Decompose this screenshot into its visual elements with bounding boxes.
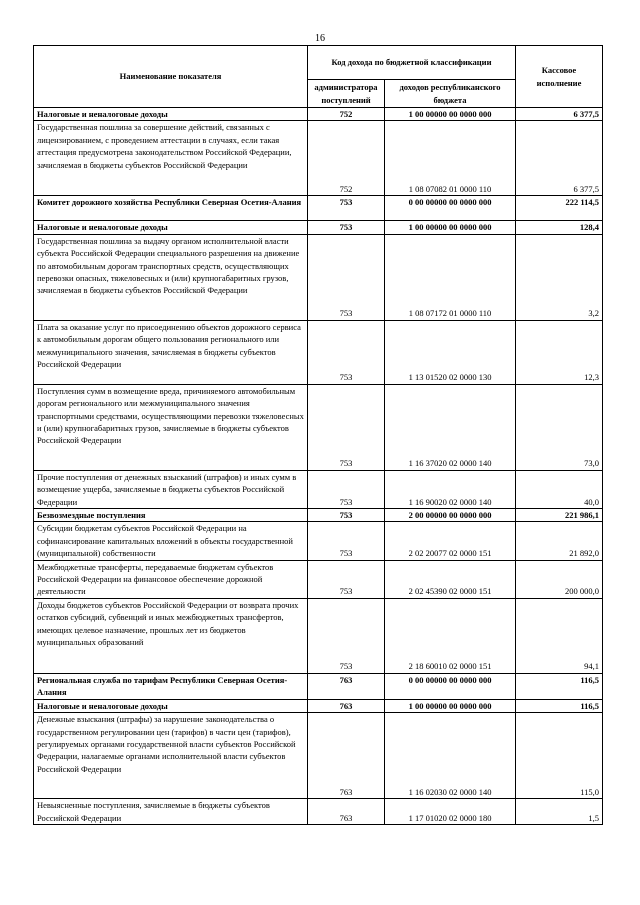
row-amount: 73,0 xyxy=(516,384,603,470)
header-amount: Кассовое исполнение xyxy=(516,46,603,108)
row-name: Доходы бюджетов субъектов Российской Федерации от возврата прочих остатков субсидий, субвенций и иных межбюджетных трансфертов, имеющих целевое назначение, прошлых лет из бюджетов муниципальных образований xyxy=(34,598,308,673)
row-name: Налоговые и неналоговые доходы xyxy=(34,699,308,712)
row-name: Безвозмездные поступления xyxy=(34,509,308,522)
row-amount: 94,1 xyxy=(516,598,603,673)
header-admin: администратора поступлений xyxy=(308,80,385,108)
row-admin-code: 753 xyxy=(308,522,385,560)
table-row xyxy=(34,121,603,196)
row-income-code: 1 08 07082 01 0000 110 xyxy=(385,121,516,196)
row-income-code: 1 17 01020 02 0000 180 xyxy=(385,799,516,825)
table-row xyxy=(34,470,603,508)
budget-table xyxy=(33,45,603,825)
table-body xyxy=(34,108,603,825)
table-header xyxy=(34,46,603,108)
row-income-code: 1 16 37020 02 0000 140 xyxy=(385,384,516,470)
row-amount: 200 000,0 xyxy=(516,560,603,598)
row-amount: 128,4 xyxy=(516,221,603,234)
row-income-code: 2 00 00000 00 0000 000 xyxy=(385,509,516,522)
row-name: Плата за оказание услуг по присоединению объектов дорожного сервиса к автомобильным дорогам общего пользования регионального или межмуниципального значения, зачисляемая в бюджеты субъектов Российской Федерации xyxy=(34,320,308,384)
row-admin-code: 753 xyxy=(308,470,385,508)
row-income-code: 1 16 02030 02 0000 140 xyxy=(385,713,516,799)
row-amount: 40,0 xyxy=(516,470,603,508)
table-row xyxy=(34,108,603,121)
row-income-code: 2 02 45390 02 0000 151 xyxy=(385,560,516,598)
row-admin-code: 752 xyxy=(308,121,385,196)
row-name: Невыясненные поступления, зачисляемые в бюджеты субъектов Российской Федерации xyxy=(34,799,308,825)
row-name: Субсидии бюджетам субъектов Российской Федерации на софинансирование капитальных вложений в объекты государственной (муниципальной) собственности xyxy=(34,522,308,560)
row-name: Государственная пошлина за совершение действий, связанных с лицензированием, с проведением аттестации в случаях, если такая аттестация предусмотрена законодательством Российской Федерации, зачисляемая в бюджеты субъектов Российской Федерации xyxy=(34,121,308,196)
row-amount: 222 114,5 xyxy=(516,196,603,221)
row-admin-code: 753 xyxy=(308,196,385,221)
table-row xyxy=(34,221,603,234)
row-income-code: 1 08 07172 01 0000 110 xyxy=(385,234,516,320)
row-amount: 3,2 xyxy=(516,234,603,320)
row-admin-code: 753 xyxy=(308,509,385,522)
table-row xyxy=(34,673,603,699)
row-income-code: 1 13 01520 02 0000 130 xyxy=(385,320,516,384)
row-income-code: 2 02 20077 02 0000 151 xyxy=(385,522,516,560)
row-amount: 1,5 xyxy=(516,799,603,825)
row-admin-code: 753 xyxy=(308,560,385,598)
row-amount: 6 377,5 xyxy=(516,108,603,121)
row-amount: 116,5 xyxy=(516,673,603,699)
row-admin-code: 763 xyxy=(308,799,385,825)
table-row xyxy=(34,522,603,560)
row-amount: 116,5 xyxy=(516,699,603,712)
row-income-code: 2 18 60010 02 0000 151 xyxy=(385,598,516,673)
row-amount: 221 986,1 xyxy=(516,509,603,522)
header-code-group: Код дохода по бюджетной классификации xyxy=(308,46,516,80)
row-admin-code: 763 xyxy=(308,699,385,712)
row-name: Межбюджетные трансферты, передаваемые бюджетам субъектов Российской Федерации на финансовое обеспечение дорожной деятельности xyxy=(34,560,308,598)
header-name: Наименование показателя xyxy=(34,46,308,108)
row-amount: 6 377,5 xyxy=(516,121,603,196)
table-row xyxy=(34,509,603,522)
row-admin-code: 753 xyxy=(308,598,385,673)
row-name: Денежные взыскания (штрафы) за нарушение законодательства о государственном регулировании цен (тарифов) в части цен (тарифов), регулируемых органами государственной власти субъектов Российской Федерации, налагаемые органами исполнительной власти субъектов Российской Федерации xyxy=(34,713,308,799)
row-admin-code: 753 xyxy=(308,384,385,470)
row-admin-code: 753 xyxy=(308,234,385,320)
row-admin-code: 753 xyxy=(308,320,385,384)
row-admin-code: 763 xyxy=(308,713,385,799)
row-name: Прочие поступления от денежных взысканий (штрафов) и иных сумм в возмещение ущерба, зачисляемые в бюджеты субъектов Российской Федерации xyxy=(34,470,308,508)
row-income-code: 0 00 00000 00 0000 000 xyxy=(385,196,516,221)
table-row xyxy=(34,234,603,320)
table-row xyxy=(34,320,603,384)
row-income-code: 1 00 00000 00 0000 000 xyxy=(385,221,516,234)
row-name: Поступления сумм в возмещение вреда, причиняемого автомобильным дорогам регионального или межмуниципального значения транспортными средствами, осуществляющими перевозки тяжеловесных и (или) крупногабаритных грузов, зачисляемые в бюджеты субъектов Российской Федерации xyxy=(34,384,308,470)
row-amount: 12,3 xyxy=(516,320,603,384)
table-row xyxy=(34,799,603,825)
row-income-code: 1 00 00000 00 0000 000 xyxy=(385,699,516,712)
header-income: доходов республиканского бюджета xyxy=(385,80,516,108)
row-income-code: 1 16 90020 02 0000 140 xyxy=(385,470,516,508)
row-admin-code: 753 xyxy=(308,221,385,234)
table-row xyxy=(34,699,603,712)
row-name: Региональная служба по тарифам Республики Северная Осетия-Алания xyxy=(34,673,308,699)
row-admin-code: 752 xyxy=(308,108,385,121)
table-row xyxy=(34,560,603,598)
row-name: Комитет дорожного хозяйства Республики Северная Осетия-Алания xyxy=(34,196,308,221)
page-number: 16 xyxy=(315,33,325,44)
row-amount: 115,0 xyxy=(516,713,603,799)
row-name: Государственная пошлина за выдачу органом исполнительной власти субъекта Российской Федерации специального разрешения на движение по автомобильным дорогам транспортных средств, осуществляющих перевозки опасных, тяжеловесных и (или) крупногабаритных грузов, зачисляемая в бюджеты субъектов Российской Федерации xyxy=(34,234,308,320)
table-row xyxy=(34,598,603,673)
row-admin-code: 763 xyxy=(308,673,385,699)
row-name: Налоговые и неналоговые доходы xyxy=(34,221,308,234)
row-amount: 21 892,0 xyxy=(516,522,603,560)
table-row xyxy=(34,384,603,470)
row-name: Налоговые и неналоговые доходы xyxy=(34,108,308,121)
table-row xyxy=(34,713,603,799)
row-income-code: 0 00 00000 00 0000 000 xyxy=(385,673,516,699)
table-row xyxy=(34,196,603,221)
row-income-code: 1 00 00000 00 0000 000 xyxy=(385,108,516,121)
